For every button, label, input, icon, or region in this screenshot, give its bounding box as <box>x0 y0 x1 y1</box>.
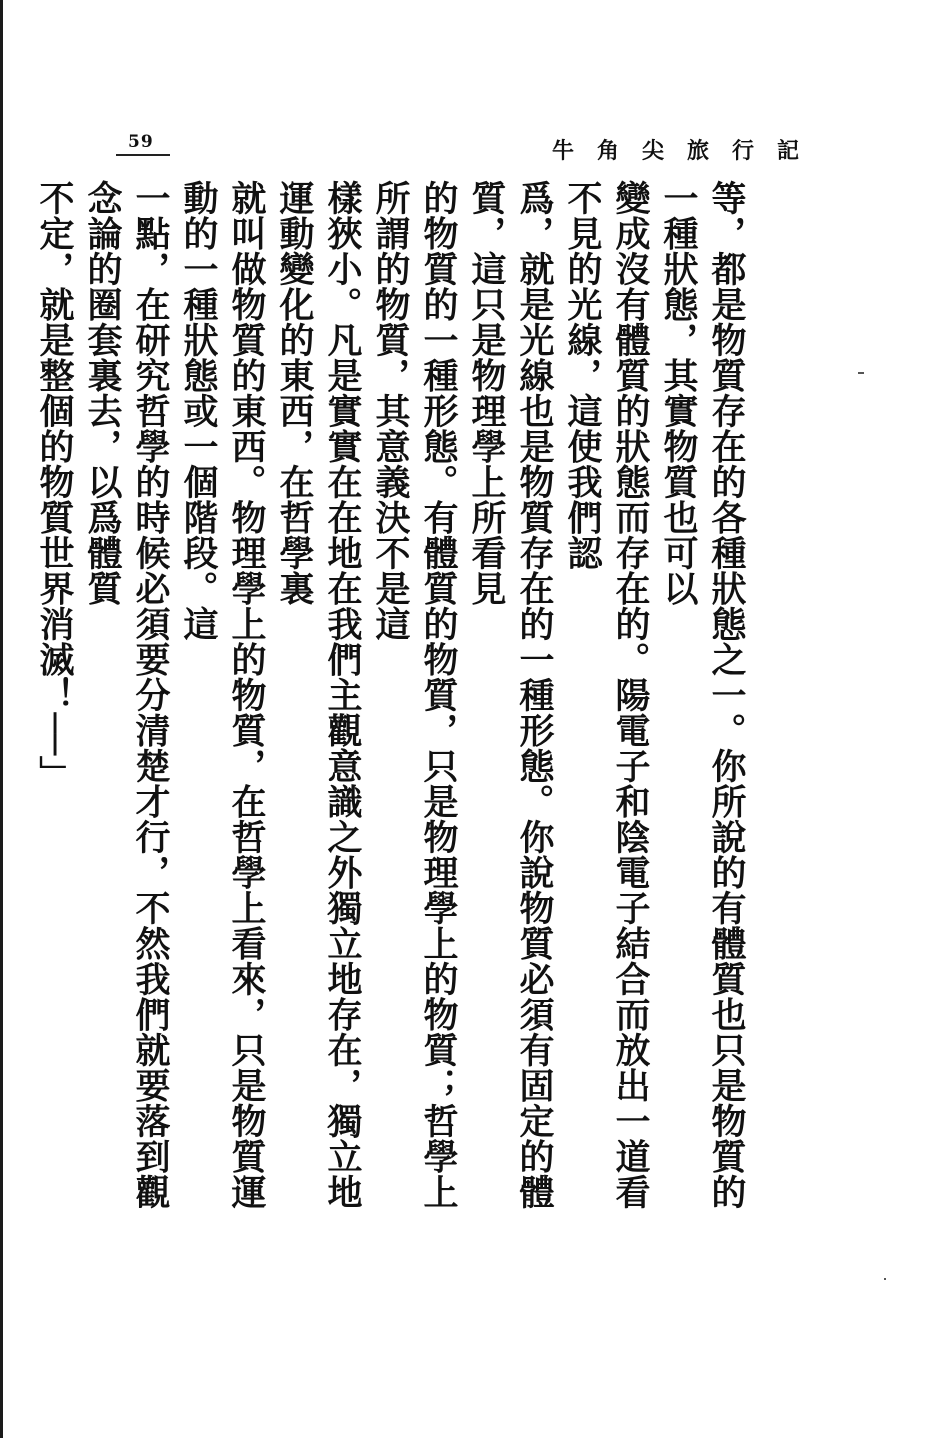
text-column: 的物質的一種形態。有體質的物質，只是物理學上的物質；哲學上所謂的物質，其意義決不是這 <box>370 180 459 1210</box>
text-column: 變成沒有體質的狀態而存在的。陽電子和陰電子結合而放出一道看不見的光線，這使我們認 <box>562 180 651 1210</box>
scan-speck <box>884 1278 886 1280</box>
paragraph-start-column <box>0 180 30 1240</box>
page-number-underline <box>116 154 170 156</box>
page-number: 59 <box>128 132 154 152</box>
text-column: 樣狹小。凡是實實在在地在我們主觀意識之外獨立地存在，獨立地運動變化的東西，在哲學裏 <box>274 180 363 1210</box>
text-column: 不定，就是整個的物質世界消滅！──」 <box>34 180 75 792</box>
text-column: 一點，在研究哲學的時候必須要分清楚才行，不然我們就要落到觀念論的圈套裏去，以爲體質 <box>82 180 171 1210</box>
text-column: 等，都是物質存在的各種狀態之一。你所說的有體質也只是物質的一種狀態，其實物質也可以 <box>658 180 747 1210</box>
text-column: 爲，就是光線也是物質存在的一種形態。你說物質必須有固定的體質，這只是物理學上所看見 <box>466 180 555 1210</box>
scan-speck <box>858 372 864 374</box>
running-title: 牛角尖旅行記 <box>552 138 823 164</box>
text-column: 就叫做物質的東西。物理學上的物質，在哲學上看來，只是物質運動的一種狀態或一個階段。這 <box>178 180 267 1210</box>
body-text <box>34 180 750 1240</box>
